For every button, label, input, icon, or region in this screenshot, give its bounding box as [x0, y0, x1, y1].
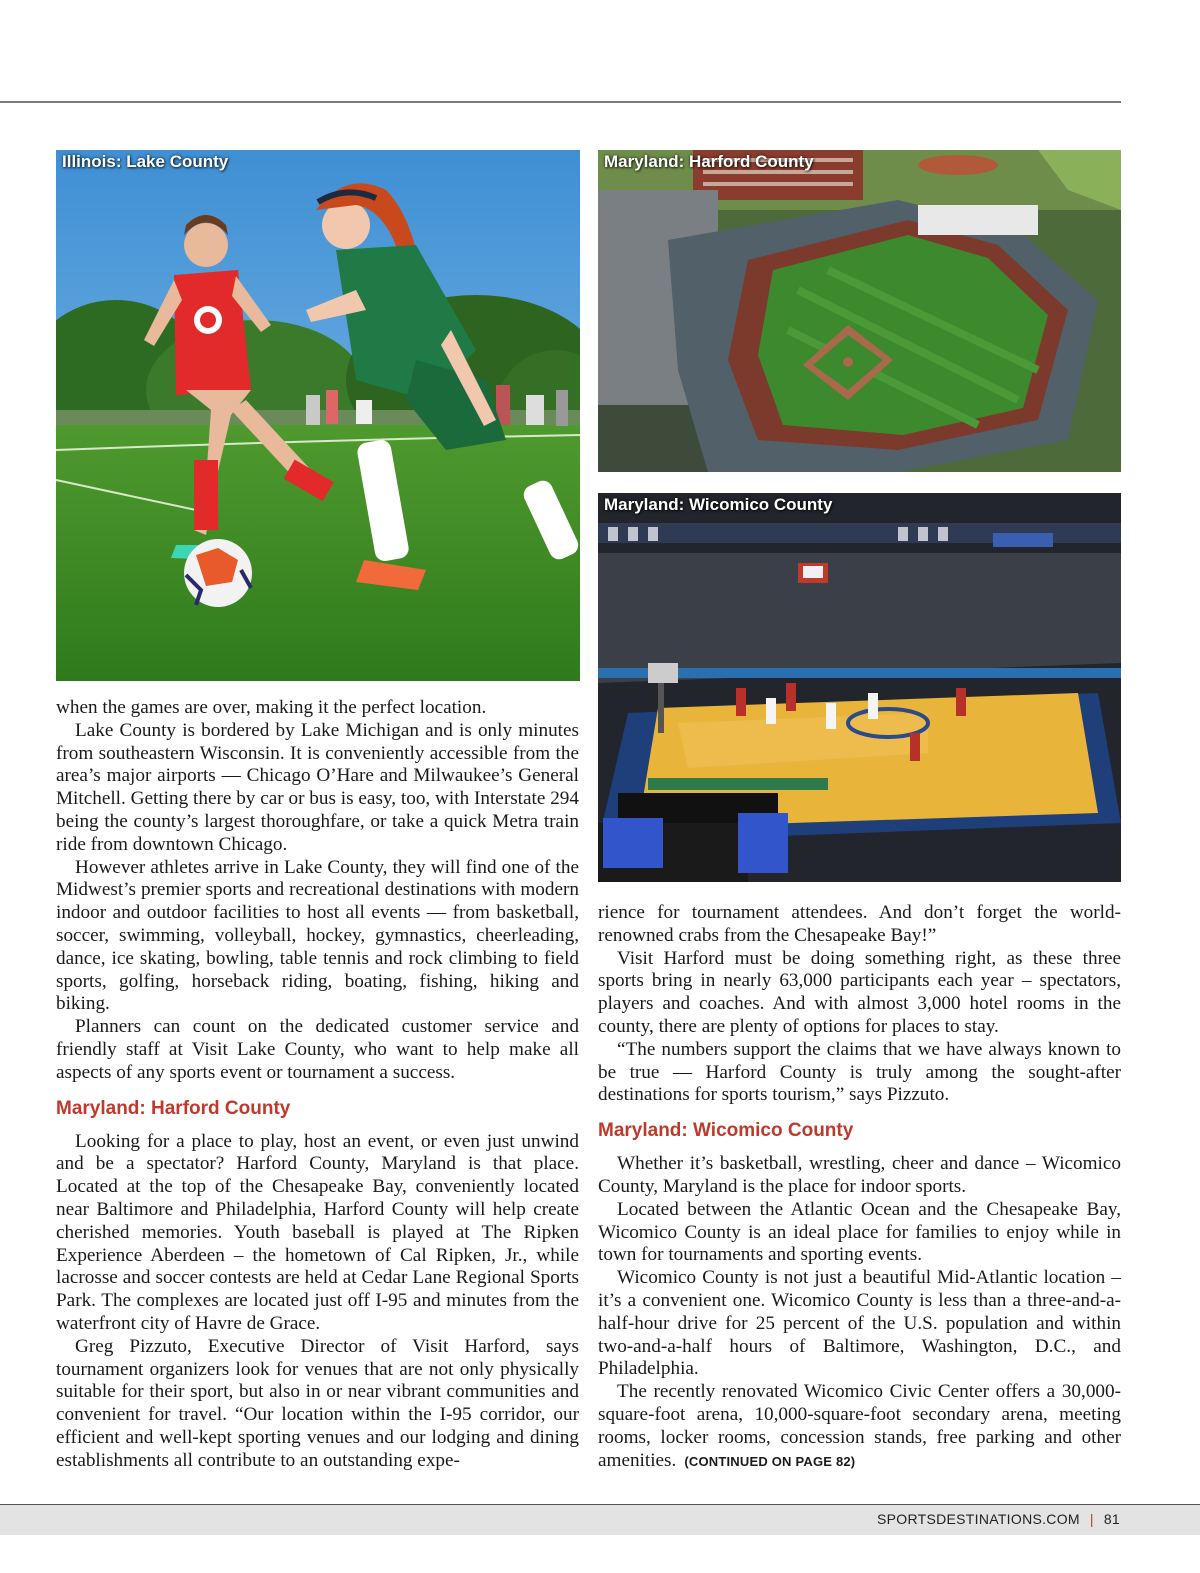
photo-caption-wicomico-county: Maryland: Wicomico County — [604, 495, 833, 514]
paragraph: when the games are over, making it the perfect location. — [56, 697, 487, 718]
photo-lake-county-soccer — [56, 150, 580, 681]
footer-site: SPORTSDESTINATIONS.COM — [876, 1511, 1080, 1527]
paragraph: Planners can count on the dedicated customer service and friendly staff at Visit Lake County, who want to help make all aspects of any sports event or tournament a success. — [56, 1016, 579, 1083]
paragraph: Greg Pizzuto, Executive Director of Visit Harford, says tournament organizers look for venues that are not only physically suitable for their sport, but also in or near vibrant communities and convenient for travel. “Our location within the I-95 corridor, our efficient and well-kept sporting venues and our lodging and dining establishments all contribute to an outstanding expe- — [56, 1335, 579, 1471]
paragraph: However athletes arrive in Lake County, they will find one of the Midwest’s premier sports and recreational destinations with modern indoor and outdoor facilities to host all events — from basketball, soccer, swimming, volleyball, hockey, gymnastics, cheerleading, dance, ice skating, bowling, table tennis and rock climbing to field sports, golfing, horseback riding, boating, fishing, hiking and biking. — [56, 856, 579, 1015]
page-number: 81 — [1103, 1511, 1120, 1527]
footer-separator: | — [1089, 1511, 1094, 1527]
paragraph: Lake County is bordered by Lake Michigan and is only minutes from southeastern Wisconsin. It is conveniently accessible from the area’s major airports — Chicago O’Hare and Milwaukee’s General Mitchell. Getting there by car or bus is easy, too, with Interstate 294 being the county’s largest thoroughfare, or take a quick Metra train ride from downtown Chicago. — [56, 719, 579, 855]
left-text-column — [56, 697, 579, 1473]
paragraph: Looking for a place to play, host an event, or even just unwind and be a spectator? Harford County, Maryland is that place. Located at the top of the Chesapeake Bay, conveniently located near Baltimore and Philadelphia, Harford County will help create cherished memories. Youth baseball is played at The Ripken Experience Aberdeen – the hometown of Cal Ripken, Jr., while lacrosse and soccer contests are held at Cedar Lane Regional Sports Park. The complexes are located just off I-95 and minutes from the waterfront city of Havre de Grace. — [56, 1130, 579, 1334]
stadium-photo-illustration — [598, 150, 1121, 472]
photo-wicomico-county-arena — [598, 493, 1121, 882]
paragraph-last — [598, 1381, 1121, 1473]
paragraph: “The numbers support the claims that we have always known to be true — Harford County is truly among the sought-after destinations for sports tourism,” says Pizzuto. — [598, 1038, 1121, 1106]
soccer-photo-illustration — [56, 150, 580, 681]
paragraph: Located between the Atlantic Ocean and the Chesapeake Bay, Wicomico County is an ideal place for families to enjoy while in town for tournaments and sporting events. — [598, 1198, 1121, 1266]
paragraph: Whether it’s basketball, wrestling, cheer and dance – Wicomico County, Maryland is the place for indoor sports. — [598, 1153, 1121, 1197]
paragraph: Visit Harford must be doing something right, as these three sports bring in nearly 63,000 participants each year – spectators, players and coaches. And with almost 3,000 hotel rooms in the county, there are plenty of options for places to stay. — [598, 947, 1121, 1037]
paragraph-text: The recently renovated Wicomico Civic Center offers a 30,000-square-foot arena, 10,000-square-foot secondary arena, meeting rooms, locker rooms, concession stands, free parking and other amenities. — [598, 1381, 1121, 1471]
photo-caption-lake-county: Illinois: Lake County — [62, 152, 229, 171]
paragraph: rience for tournament attendees. And don’t forget the world-renowned crabs from the Chesapeake Bay!” — [598, 902, 1121, 946]
photo-harford-county-stadium — [598, 150, 1121, 472]
continued-link[interactable]: (CONTINUED ON PAGE 82) — [684, 1453, 856, 1469]
top-rule — [0, 101, 1121, 103]
photo-caption-harford-county: Maryland: Harford County — [604, 152, 814, 171]
section-heading-harford: Maryland: Harford County — [56, 1097, 291, 1119]
footer — [877, 1511, 1120, 1527]
paragraph: Wicomico County is not just a beautiful Mid-Atlantic location – it’s a convenient one. Wicomico County is less than a three-and-a-half-hour drive for 25 percent of the U.S. population and within two-and-a-half hours of Baltimore, Washington, D.C., and Philadelphia. — [598, 1267, 1121, 1380]
section-heading-wicomico: Maryland: Wicomico County — [598, 1120, 854, 1142]
right-text-column — [598, 902, 1121, 1473]
arena-photo-illustration — [598, 493, 1121, 882]
